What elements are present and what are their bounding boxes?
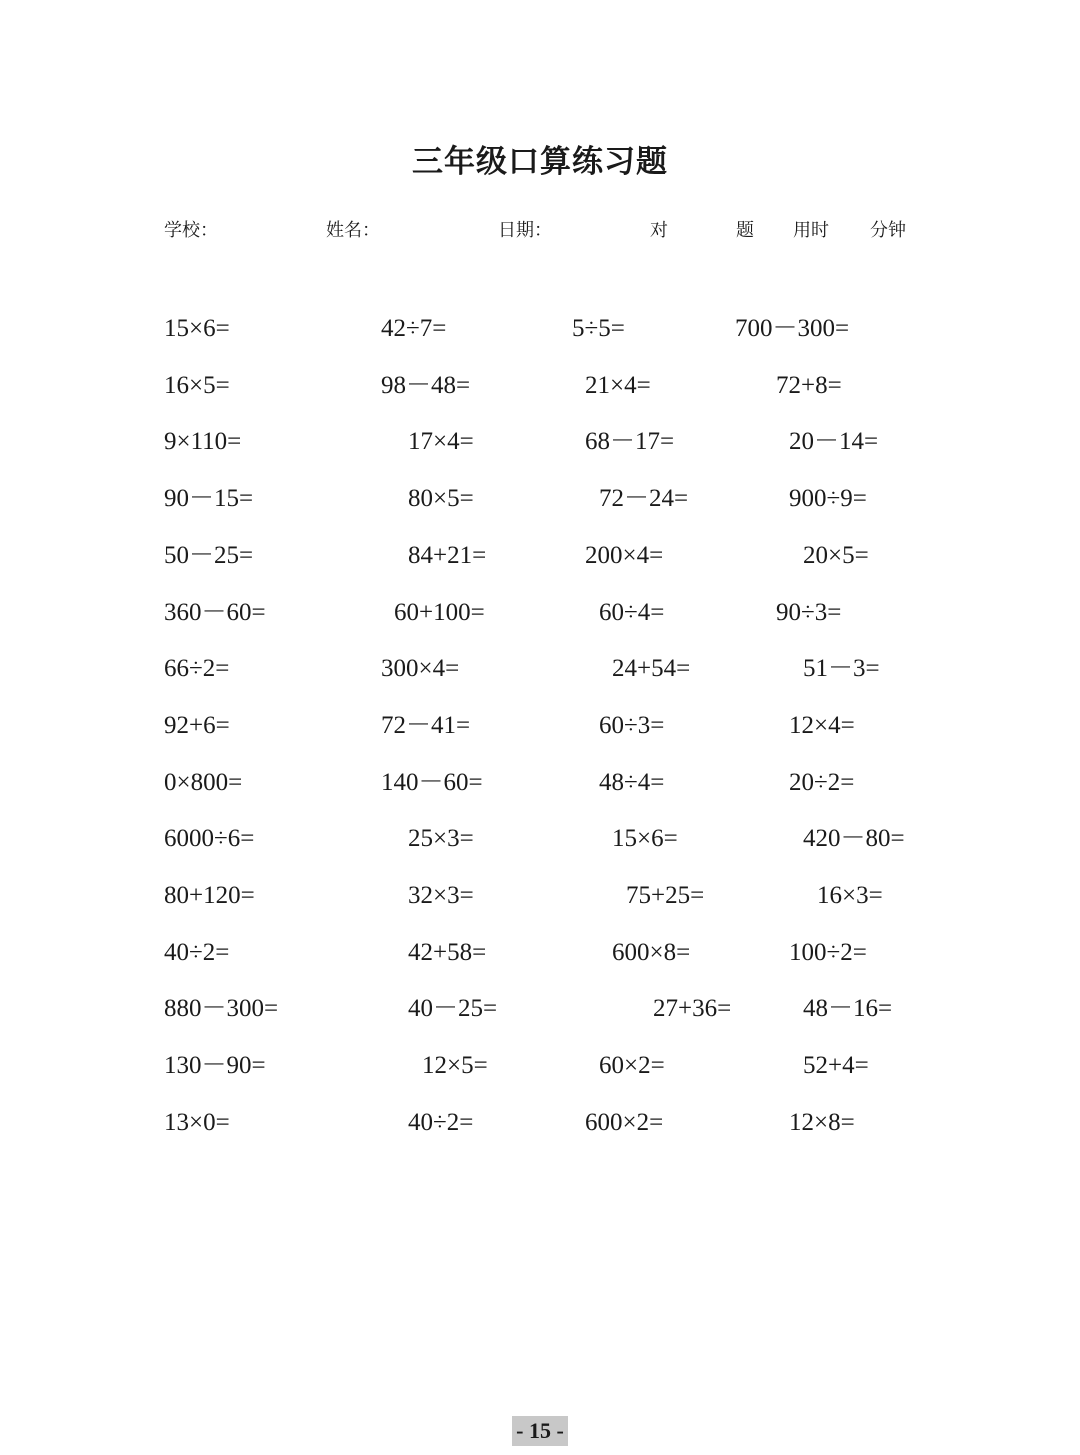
problem-r6-c4: 90÷3= (776, 599, 842, 626)
problem-r12-c2: 42+58= (408, 939, 487, 966)
problem-r1-c2: 42÷7= (381, 315, 447, 342)
problem-r4-c4: 900÷9= (789, 485, 867, 512)
problem-r3-c1: 9×110= (164, 428, 242, 455)
problem-r8-c1: 92+6= (164, 712, 230, 739)
problem-r8-c4: 12×4= (789, 712, 855, 739)
problem-r12-c1: 40÷2= (164, 939, 230, 966)
problem-r7-c4: 51－3= (803, 655, 880, 682)
problem-r12-c3: 600×8= (612, 939, 691, 966)
problem-r2-c1: 16×5= (164, 372, 230, 399)
problem-r2-c4: 72+8= (776, 372, 842, 399)
school-label: 学校： (164, 220, 218, 241)
problem-r5-c4: 20×5= (803, 542, 869, 569)
problem-r14-c3: 60×2= (599, 1052, 665, 1079)
problem-r13-c3: 27+36= (653, 995, 732, 1022)
problem-r8-c3: 60÷3= (599, 712, 665, 739)
problem-r10-c4: 420－80= (803, 825, 905, 852)
problem-r2-c2: 98－48= (381, 372, 471, 399)
problem-r6-c3: 60÷4= (599, 599, 665, 626)
problem-r3-c4: 20－14= (789, 428, 879, 455)
problem-r4-c3: 72－24= (599, 485, 689, 512)
problem-r7-c2: 300×4= (381, 655, 460, 682)
problem-r9-c4: 20÷2= (789, 769, 855, 796)
problem-r11-c3: 75+25= (626, 882, 705, 909)
question-label: 题 (736, 220, 754, 241)
problem-r15-c4: 12×8= (789, 1109, 855, 1136)
problem-r10-c3: 15×6= (612, 825, 678, 852)
problem-r9-c3: 48÷4= (599, 769, 665, 796)
correct-count-label: 对 (650, 220, 668, 241)
problem-r10-c1: 6000÷6= (164, 825, 255, 852)
date-label: 日期： (498, 220, 552, 241)
problem-r12-c4: 100÷2= (789, 939, 867, 966)
problem-r14-c1: 130－90= (164, 1052, 266, 1079)
page-number: - 15 - (512, 1416, 568, 1446)
problem-r1-c4: 700－300= (735, 315, 850, 342)
problem-r7-c1: 66÷2= (164, 655, 230, 682)
problem-r11-c2: 32×3= (408, 882, 474, 909)
time-label: 用时 (793, 220, 829, 241)
problem-r3-c2: 17×4= (408, 428, 474, 455)
problem-r10-c2: 25×3= (408, 825, 474, 852)
problem-r15-c2: 40÷2= (408, 1109, 474, 1136)
problem-r15-c1: 13×0= (164, 1109, 230, 1136)
page-title: 三年级口算练习题 (412, 144, 668, 180)
problem-r5-c3: 200×4= (585, 542, 664, 569)
problem-r4-c1: 90－15= (164, 485, 254, 512)
problem-r5-c2: 84+21= (408, 542, 487, 569)
minute-label: 分钟 (870, 220, 906, 241)
problem-r13-c4: 48－16= (803, 995, 893, 1022)
problem-r3-c3: 68－17= (585, 428, 675, 455)
problem-r15-c3: 600×2= (585, 1109, 664, 1136)
problem-r6-c1: 360－60= (164, 599, 266, 626)
problem-r13-c2: 40－25= (408, 995, 498, 1022)
problem-r6-c2: 60+100= (394, 599, 485, 626)
problem-r1-c3: 5÷5= (572, 315, 625, 342)
problem-r13-c1: 880－300= (164, 995, 279, 1022)
problem-r9-c1: 0×800= (164, 769, 243, 796)
problem-r7-c3: 24+54= (612, 655, 691, 682)
problem-r11-c1: 80+120= (164, 882, 255, 909)
problem-r14-c4: 52+4= (803, 1052, 869, 1079)
problem-r5-c1: 50－25= (164, 542, 254, 569)
problem-r14-c2: 12×5= (422, 1052, 488, 1079)
problem-r1-c1: 15×6= (164, 315, 230, 342)
problem-r2-c3: 21×4= (585, 372, 651, 399)
problem-r11-c4: 16×3= (817, 882, 883, 909)
name-label: 姓名： (326, 220, 380, 241)
problem-r4-c2: 80×5= (408, 485, 474, 512)
problem-r8-c2: 72－41= (381, 712, 471, 739)
problem-r9-c2: 140－60= (381, 769, 483, 796)
